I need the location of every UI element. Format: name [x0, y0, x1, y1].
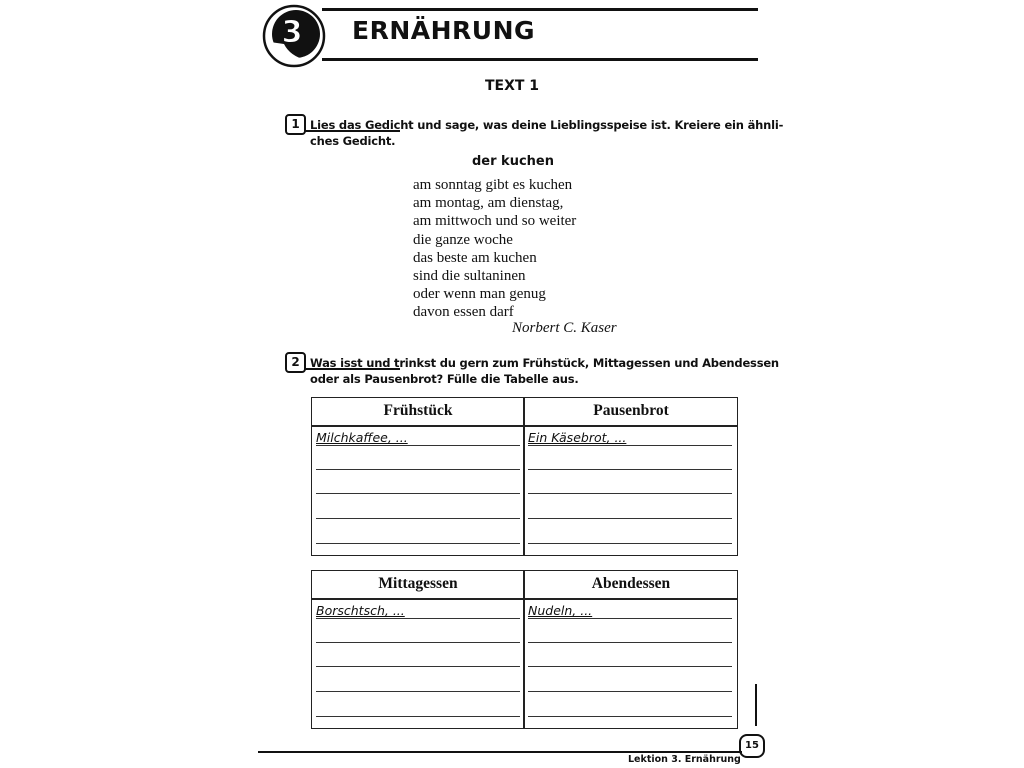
writing-line[interactable]: [316, 642, 520, 643]
header-rule-top: [322, 8, 758, 11]
handwritten-example: Ein Käsebrot, ...: [528, 430, 627, 445]
writing-line[interactable]: [316, 518, 520, 519]
chapter-title: ERNÄHRUNG: [352, 16, 536, 45]
writing-line[interactable]: [528, 691, 732, 692]
table-column-pausenbrot: [525, 398, 737, 555]
writing-line[interactable]: [528, 543, 732, 544]
writing-line[interactable]: [528, 618, 732, 619]
writing-line[interactable]: [528, 666, 732, 667]
writing-line[interactable]: [528, 518, 732, 519]
meal-table-1: [311, 397, 738, 556]
handwritten-example: Borschtsch, ...: [316, 603, 405, 618]
writing-line[interactable]: [316, 493, 520, 494]
chapter-number: 3: [281, 15, 303, 50]
poem-line: das beste am kuchen: [413, 249, 537, 266]
chapter-number-badge: [262, 4, 326, 68]
poem-line: am mittwoch und so weiter: [413, 213, 577, 230]
writing-line[interactable]: [528, 493, 732, 494]
text-section-title: TEXT 1: [484, 78, 540, 94]
footer-rule: [258, 751, 742, 753]
table-column-abendessen: [525, 571, 737, 728]
writing-line[interactable]: [316, 543, 520, 544]
writing-line[interactable]: [528, 469, 732, 470]
task-1-instruction-line-2: ches Gedicht.: [310, 134, 396, 148]
poem-line: am sonntag gibt es kuchen: [413, 177, 573, 193]
writing-line[interactable]: [316, 445, 520, 446]
poem-line: davon essen darf: [413, 304, 514, 321]
poem-line: am montag, am dienstag,: [413, 195, 564, 212]
handwritten-example: Nudeln, ...: [528, 603, 593, 618]
writing-line[interactable]: [316, 666, 520, 667]
meal-table-2: [311, 570, 738, 729]
poem-body: [413, 176, 576, 322]
task-1-instruction-line-1: Lies das Gedicht und sage, was deine Lieblingsspeise ist. Kreiere ein ähnli-: [310, 118, 784, 132]
poem-line: oder wenn man genug: [413, 286, 546, 303]
header-rule-bottom: [322, 58, 758, 61]
writing-line[interactable]: [316, 716, 520, 717]
writing-line[interactable]: [316, 691, 520, 692]
writing-line[interactable]: [528, 445, 732, 446]
poem-line: sind die sultaninen: [413, 268, 526, 285]
task-number-1: 1: [285, 114, 306, 135]
writing-line[interactable]: [528, 642, 732, 643]
column-header-pausenbrot: Pausenbrot: [593, 402, 669, 419]
writing-line[interactable]: [316, 469, 520, 470]
poem-title: der kuchen: [472, 154, 554, 169]
page-number: 15: [739, 734, 765, 758]
task-number-2: 2: [285, 352, 306, 373]
column-header-fruehstueck: Frühstück: [383, 402, 453, 419]
writing-line[interactable]: [528, 716, 732, 717]
task-2-instruction-line-2: oder als Pausenbrot? Fülle die Tabelle aus.: [310, 372, 579, 386]
poem-author: Norbert C. Kaser: [512, 320, 617, 336]
table-column-mittagessen: [312, 571, 524, 728]
column-header-mittagessen: Mittagessen: [378, 575, 458, 592]
table-column-fruehstueck: [312, 398, 524, 555]
task-2-instruction-line-1: Was isst und trinkst du gern zum Frühstück, Mittagessen und Abendessen: [310, 356, 779, 370]
footer-lesson-label: Lektion 3. Ernährung: [628, 754, 741, 765]
poem-line: die ganze woche: [413, 231, 513, 248]
column-header-abendessen: Abendessen: [591, 575, 671, 592]
handwritten-example: Milchkaffee, ...: [316, 430, 408, 445]
writing-line[interactable]: [316, 618, 520, 619]
margin-rule: [755, 684, 757, 726]
